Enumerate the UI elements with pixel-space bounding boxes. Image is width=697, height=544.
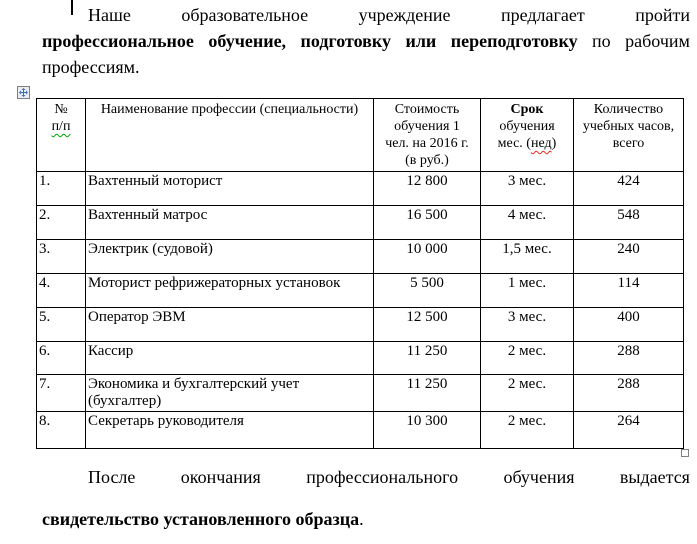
header-line [576,135,681,152]
text-segment: После [88,467,136,487]
table-cell[interactable]: 400 [574,308,684,342]
table-cell[interactable]: 2 мес. [481,412,574,449]
table-cell[interactable]: Секретарь руководителя [86,412,374,449]
table-header-cell[interactable] [574,99,684,172]
text-segment: выдается [619,467,690,487]
header-line [39,118,83,135]
text-segment: чел. на 2016 г. [385,136,469,151]
table-cell[interactable]: 288 [574,342,684,375]
text-segment: профессиям. [42,57,140,77]
text-segment: обучение, [208,31,287,51]
text-segment: обучения [499,119,555,134]
table-cell[interactable]: Вахтенный матрос [86,206,374,240]
header-line [483,118,571,135]
text-segment: . [359,509,364,529]
training-offer-table [36,98,684,449]
header-line [39,101,83,118]
intro-paragraph[interactable] [42,2,690,80]
text-segment: свидетельство установленного образца [42,509,360,529]
header-line [576,118,681,135]
closing-paragraph[interactable] [42,456,690,540]
text-segment: обучения 1 [394,119,460,134]
text-line [42,498,690,540]
text-segment: пройти [635,5,690,25]
table-cell[interactable]: 16 500 [374,206,481,240]
table-cell[interactable]: 4. [37,274,86,308]
header-line [376,135,478,152]
table-cell[interactable]: 8. [37,412,86,449]
text-line [42,456,690,498]
header-line [88,101,371,118]
table-cell[interactable]: 7. [37,375,86,412]
text-line [42,28,690,54]
table-cell[interactable]: 3. [37,240,86,274]
table-cell[interactable]: 548 [574,206,684,240]
text-segment: ) [551,136,557,151]
text-segment: обучения [503,467,575,487]
text-segment: учебных часов, [582,119,675,134]
header-line [376,152,478,169]
text-segment: всего [612,136,645,151]
table-header [37,99,684,172]
table-cell[interactable]: 1 мес. [481,274,574,308]
text-segment: подготовку [300,31,391,51]
table-header-row [37,99,684,172]
table-header-cell[interactable] [37,99,86,172]
table-cell[interactable]: Оператор ЭВМ [86,308,374,342]
text-segment: или [405,31,437,51]
table-cell[interactable]: 1,5 мес. [481,240,574,274]
table-cell[interactable]: 424 [574,172,684,206]
table-header-cell[interactable] [86,99,374,172]
text-segment: рабочим [625,31,690,51]
text-segment: (в руб.) [405,153,449,168]
text-segment: нед [530,136,552,151]
text-segment: по [592,31,611,51]
table-body [37,172,684,449]
text-segment: № [54,102,68,117]
table-cell[interactable]: 2. [37,206,86,240]
table-row [37,375,684,412]
table-cell[interactable]: 10 300 [374,412,481,449]
header-line [576,101,681,118]
text-line [42,2,690,28]
text-segment: Количество [593,102,664,117]
text-segment: Наше [88,5,131,25]
table-row [37,412,684,449]
text-segment: мес. ( [497,136,531,151]
text-segment: Срок [510,102,544,117]
table-cell[interactable]: 11 250 [374,342,481,375]
table-cell[interactable]: Экономика и бухгалтерский учет (бухгалтер) [86,375,374,412]
text-segment: образовательное [181,5,309,25]
text-segment: профессиональное [42,31,194,51]
table-move-handle[interactable] [17,86,30,99]
table-cell[interactable]: 3 мес. [481,172,574,206]
table-cell[interactable]: 2 мес. [481,342,574,375]
table-cell[interactable]: 1. [37,172,86,206]
move-cross-arrows-icon [19,88,28,97]
table-cell[interactable]: Электрик (судовой) [86,240,374,274]
text-segment: профессионального [306,467,459,487]
table-cell[interactable]: 2 мес. [481,375,574,412]
text-line [42,54,690,80]
table-cell[interactable]: 12 800 [374,172,481,206]
table-cell[interactable]: 114 [574,274,684,308]
table-cell[interactable]: 6. [37,342,86,375]
text-segment: окончания [180,467,261,487]
table-cell[interactable]: 288 [574,375,684,412]
table-cell[interactable]: 12 500 [374,308,481,342]
table-row [37,240,684,274]
header-line [376,101,478,118]
table-row [37,308,684,342]
header-line [483,101,571,118]
text-segment: п/п [51,119,71,134]
table-row [37,274,684,308]
table-row [37,206,684,240]
text-segment: переподготовку [450,31,578,51]
table-cell[interactable]: 264 [574,412,684,449]
text-segment: учреждение [358,5,451,25]
table-row [37,342,684,375]
table-cell[interactable]: 5. [37,308,86,342]
table-cell[interactable]: Моторист рефрижераторных установок [86,274,374,308]
table-cell[interactable]: Кассир [86,342,374,375]
table-cell[interactable]: 10 000 [374,240,481,274]
table-cell[interactable]: 240 [574,240,684,274]
text-segment: предлагает [500,5,585,25]
table-cell[interactable]: 3 мес. [481,308,574,342]
header-line [376,118,478,135]
header-line [483,135,571,152]
text-segment: Наименование профессии (специальности) [100,102,359,117]
text-segment: Стоимость [394,102,460,117]
table-row [37,172,684,206]
table-cell[interactable]: 4 мес. [481,206,574,240]
table-cell[interactable]: Вахтенный моторист [86,172,374,206]
table-cell[interactable]: 5 500 [374,274,481,308]
table-cell[interactable]: 11 250 [374,375,481,412]
table-header-cell[interactable] [481,99,574,172]
table-header-cell[interactable] [374,99,481,172]
